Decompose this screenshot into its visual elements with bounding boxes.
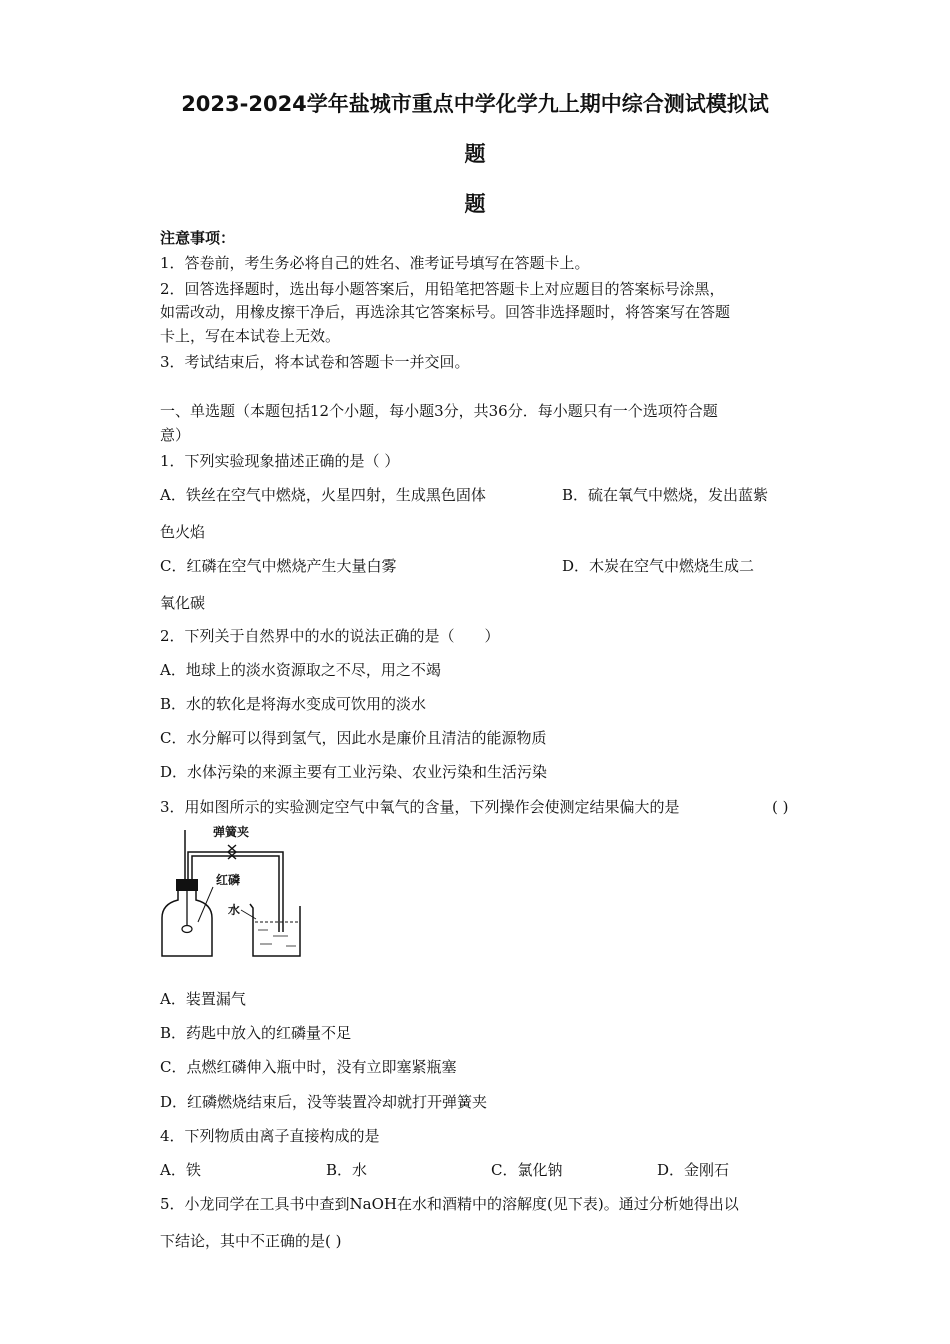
q1-option-d-cont: 氧化碳 [160,594,206,612]
notice-item-2-cont: 如需改动，用橡皮擦干净后，再选涂其它答案标号。回答非选择题时，将答案写在答题 [160,303,731,321]
exam-title-line1: 2023-2024学年盐城市重点中学化学九上期中综合测试模拟试 [181,92,769,116]
label-spring-clip: 弹簧夹 [213,825,250,839]
q4-option-b: B．水 [326,1161,368,1179]
section-heading-cont: 意） [160,426,191,444]
q1-stem: 1．下列实验现象描述正确的是（ ） [160,452,400,470]
q1-option-a: A．铁丝在空气中燃烧，火星四射，生成黑色固体 [160,486,486,504]
q1-option-d: D．木炭在空气中燃烧生成二 [562,557,755,575]
q3-option-b: B．药匙中放入的红磷量不足 [160,1024,352,1042]
q1-option-c: C．红磷在空气中燃烧产生大量白雾 [160,557,397,575]
label-red-phosphorus: 红磷 [216,873,241,887]
q2-stem: 2．下列关于自然界中的水的说法正确的是（ ） [160,627,500,645]
notice-heading: 注意事项： [160,229,236,247]
notice-item-2: 2．回答选择题时，选出每小题答案后，用铅笔把答题卡上对应题目的答案标号涂黑， [160,280,725,298]
q1-option-b-cont: 色火焰 [160,523,206,541]
q4-stem: 4．下列物质由离子直接构成的是 [160,1127,380,1145]
q3-option-a: A．装置漏气 [160,990,246,1008]
q2-option-b: B．水的软化是将海水变成可饮用的淡水 [160,695,427,713]
section-heading: 一、单选题（本题包括12个小题，每小题3分，共36分．每小题只有一个选项符合题 [160,402,718,420]
q3-paren: ( ) [772,798,789,816]
label-water: 水 [228,903,241,917]
q3-option-c: C．点燃红磷伸入瓶中时，没有立即塞紧瓶塞 [160,1058,457,1076]
q2-option-a: A．地球上的淡水资源取之不尽，用之不竭 [160,661,441,679]
q4-option-c: C．氯化钠 [491,1161,563,1179]
q5-stem-cont: 下结论，其中不正确的是( ) [160,1232,342,1250]
q4-option-d: D．金刚石 [657,1161,730,1179]
exam-title-line3: 题 [464,192,486,216]
q5-stem: 5．小龙同学在工具书中查到NaOH在水和酒精中的溶解度(见下表)。通过分析她得出以 [160,1195,739,1213]
apparatus-figure [158,822,308,962]
q2-option-c: C．水分解可以得到氢气，因此水是廉价且清洁的能源物质 [160,729,547,747]
q4-option-a: A．铁 [160,1161,201,1179]
q3-option-d: D．红磷燃烧结束后，没等装置冷却就打开弹簧夹 [160,1093,488,1111]
notice-item-3: 3．考试结束后，将本试卷和答题卡一并交回。 [160,353,470,371]
beaker-icon [250,904,300,956]
notice-item-2-cont2: 卡上，写在本试卷上无效。 [160,327,341,345]
q2-option-d: D．水体污染的来源主要有工业污染、农业污染和生活污染 [160,763,548,781]
exam-title-line2: 题 [464,142,486,166]
q1-option-b: B．硫在氧气中燃烧，发出蓝紫 [562,486,769,504]
q3-stem: 3．用如图所示的实验测定空气中氧气的含量，下列操作会使测定结果偏大的是 [160,798,680,816]
notice-item-1: 1．答卷前，考生务必将自己的姓名、准考证号填写在答题卡上。 [160,254,590,272]
